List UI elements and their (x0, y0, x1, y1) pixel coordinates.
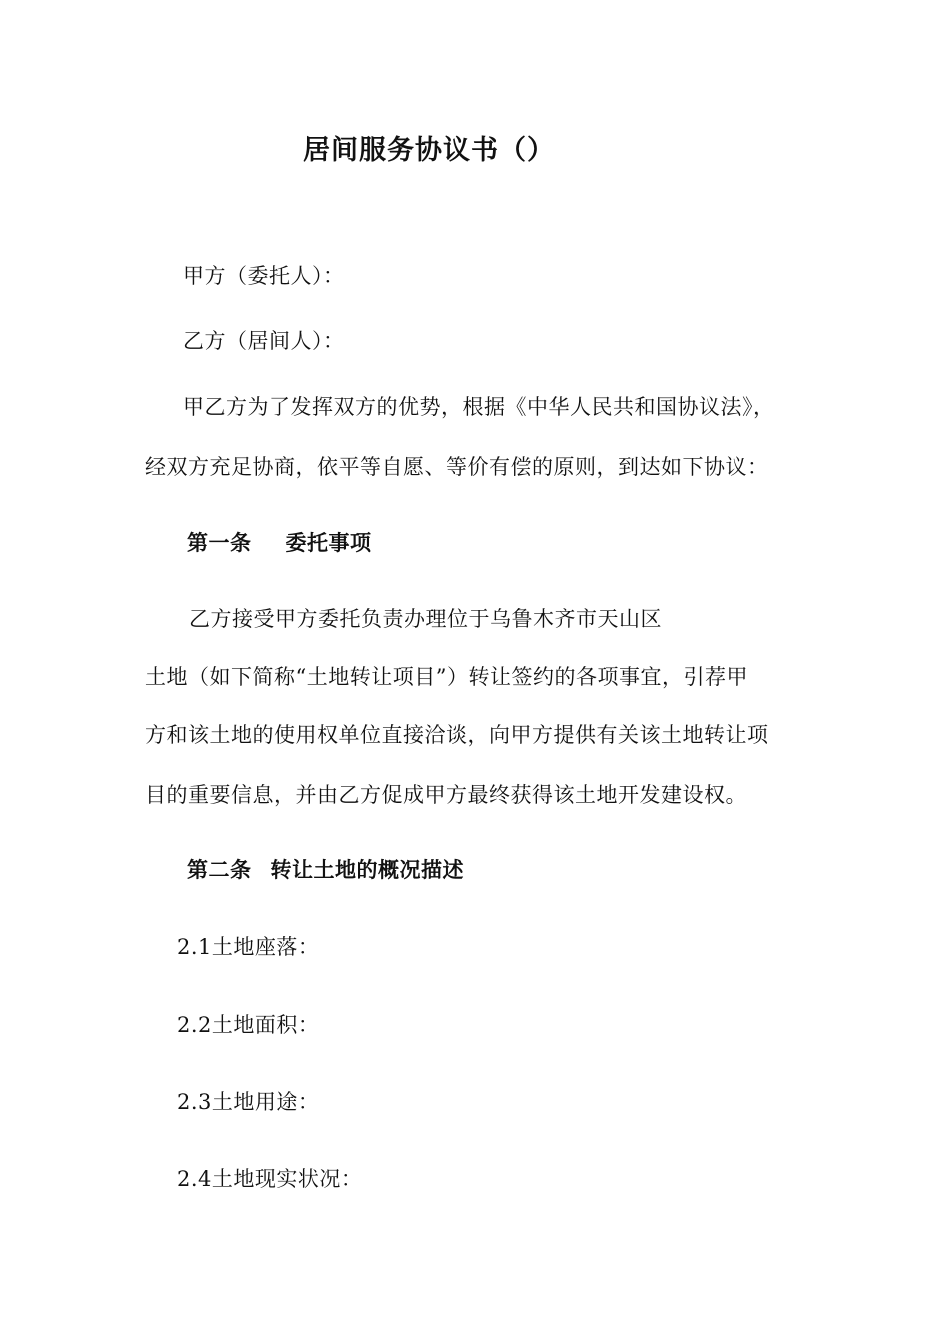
article-2-item-4: 2.4土地现实状况： (177, 1167, 363, 1191)
article-2-item-2: 2.2土地面积： (177, 1013, 320, 1037)
article-2-heading (187, 856, 464, 884)
intro-line-1: 甲乙方为了发挥双方的优势，根据《中华人民共和国协议法》， (183, 395, 775, 419)
article-1-title: 委托事项 (285, 531, 372, 555)
article-2-title: 转让土地的概况描述 (270, 858, 464, 882)
article-2-number: 第二条 (187, 858, 252, 882)
article-1-body-line-4: 目的重要信息，并由乙方促成甲方最终获得该土地开发建设权。 (145, 783, 747, 807)
article-2-item-3: 2.3土地用途： (177, 1090, 320, 1114)
article-2-item-1: 2.1土地座落： (177, 935, 320, 959)
party-b-line: 乙方（居间人）： (183, 329, 345, 353)
intro-line-2: 经双方充足协商，依平等自愿、等价有偿的原则，到达如下协议： (145, 455, 769, 479)
article-1-body-line-2: 土地（如下简称“土地转让项目”）转让签约的各项事宜，引荐甲 (145, 665, 748, 689)
article-1-body-line-1: 乙方接受甲方委托负责办理位于乌鲁木齐市天山区 (189, 607, 662, 631)
article-1-body-line-3: 方和该土地的使用权单位直接洽谈，向甲方提供有关该土地转让项 (145, 723, 769, 747)
article-1-heading (187, 529, 372, 557)
document-title: 居间服务协议书（） (303, 135, 555, 166)
party-a-line: 甲方（委托人）： (183, 264, 345, 288)
article-1-number: 第一条 (187, 531, 252, 555)
